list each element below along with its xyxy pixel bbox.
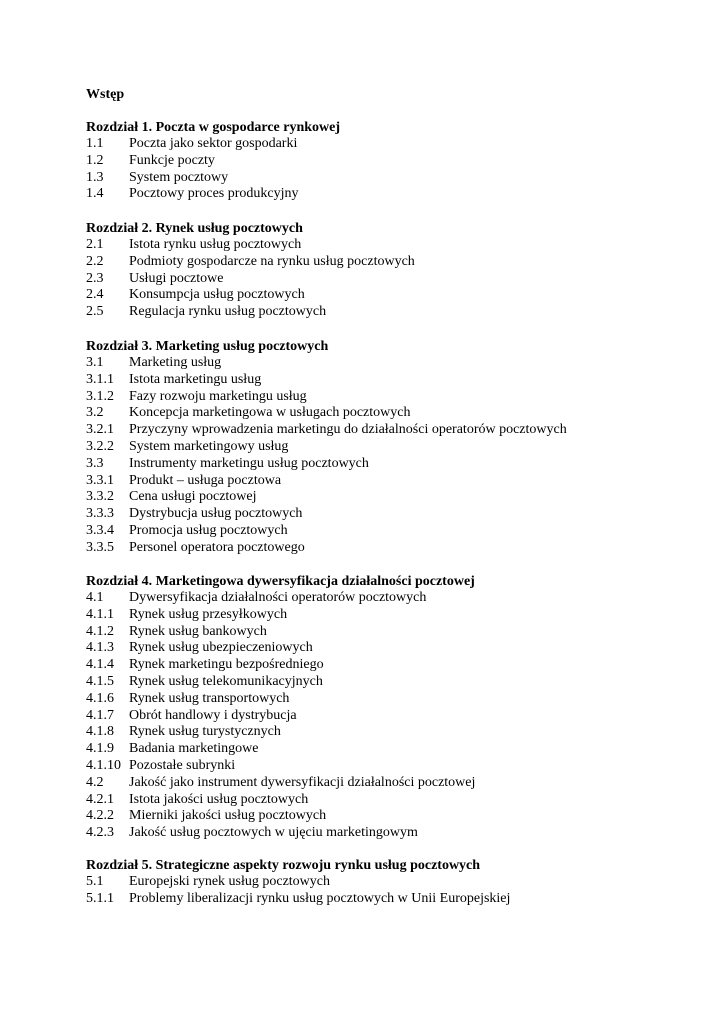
toc-text: Problemy liberalizacji rynku usług pocztowych w Unii Europejskiej bbox=[129, 890, 511, 906]
toc-item bbox=[86, 808, 686, 825]
toc-number: 3.3.3 bbox=[86, 506, 114, 522]
toc-item bbox=[86, 657, 686, 674]
toc-text: Koncepcja marketingowa w usługach pocztowych bbox=[129, 405, 411, 421]
toc-number: 1.1 bbox=[86, 136, 104, 151]
toc-text: System marketingowy usług bbox=[129, 438, 289, 454]
toc-item bbox=[86, 287, 686, 304]
toc-number: 4.2 bbox=[86, 774, 104, 790]
toc-item bbox=[86, 741, 686, 758]
toc-text: Europejski rynek usług pocztowych bbox=[129, 874, 331, 889]
chapter-title: Rozdział 3. Marketing usług pocztowych bbox=[86, 339, 329, 354]
chapter-1 bbox=[86, 119, 686, 203]
toc-item bbox=[86, 724, 686, 741]
toc-item bbox=[86, 254, 686, 271]
toc-number: 4.1.8 bbox=[86, 724, 114, 740]
toc-number: 4.2.3 bbox=[86, 825, 114, 841]
toc-item bbox=[86, 489, 686, 506]
toc-text: Istota marketingu usług bbox=[129, 371, 262, 387]
toc-number: 2.3 bbox=[86, 270, 104, 286]
toc-item bbox=[86, 506, 686, 523]
toc-item bbox=[86, 439, 686, 456]
toc-text: Istota jakości usług pocztowych bbox=[129, 791, 309, 807]
toc-number: 1.4 bbox=[86, 186, 104, 202]
toc-item bbox=[86, 422, 686, 439]
toc-number: 4.1 bbox=[86, 590, 104, 605]
toc-item bbox=[86, 758, 686, 775]
toc-number: 3.3.1 bbox=[86, 472, 114, 488]
toc-text: Mierniki jakości usług pocztowych bbox=[129, 808, 327, 824]
toc-item bbox=[86, 372, 686, 389]
toc-text: Rynek usług telekomunikacyjnych bbox=[129, 673, 323, 689]
toc-text: Personel operatora pocztowego bbox=[129, 539, 305, 555]
toc-item bbox=[86, 153, 686, 170]
toc-item bbox=[86, 186, 686, 203]
toc-number: 5.1.1 bbox=[86, 890, 114, 906]
toc-item bbox=[86, 792, 686, 809]
toc-text: Rynek usług transportowych bbox=[129, 690, 290, 706]
chapter-2 bbox=[86, 220, 686, 321]
toc-text: Dystrybucja usług pocztowych bbox=[129, 506, 303, 522]
chapter-1-items bbox=[86, 136, 686, 203]
toc-text: Regulacja rynku usług pocztowych bbox=[129, 304, 327, 320]
toc-text: Badania marketingowe bbox=[129, 741, 259, 757]
toc-text: Instrumenty marketingu usług pocztowych bbox=[129, 455, 369, 471]
chapter-3 bbox=[86, 338, 686, 557]
toc-item bbox=[86, 640, 686, 657]
toc-item bbox=[86, 237, 686, 254]
toc-number: 3.3 bbox=[86, 455, 104, 471]
toc-number: 3.3.4 bbox=[86, 522, 114, 538]
toc-text: Cena usługi pocztowej bbox=[129, 489, 257, 505]
toc-item bbox=[86, 825, 686, 842]
toc-number: 4.2.2 bbox=[86, 808, 114, 824]
chapter-title: Rozdział 1. Poczta w gospodarce rynkowej bbox=[86, 120, 341, 135]
chapter-5 bbox=[86, 857, 686, 908]
toc-text: Rynek marketingu bezpośredniego bbox=[129, 657, 324, 673]
chapter-5-items bbox=[86, 874, 686, 908]
chapter-4 bbox=[86, 573, 686, 842]
toc-number: 4.1.3 bbox=[86, 640, 114, 656]
toc-number: 1.3 bbox=[86, 169, 104, 185]
toc-text: System pocztowy bbox=[129, 169, 229, 185]
toc-number: 2.5 bbox=[86, 304, 104, 320]
toc-item bbox=[86, 456, 686, 473]
toc-number: 5.1 bbox=[86, 874, 104, 889]
toc-text: Usługi pocztowe bbox=[129, 270, 224, 286]
toc-item bbox=[86, 708, 686, 725]
toc-item bbox=[86, 523, 686, 540]
toc-number: 4.1.7 bbox=[86, 707, 114, 723]
toc-item bbox=[86, 607, 686, 624]
toc-item bbox=[86, 540, 686, 557]
chapter-title: Rozdział 4. Marketingowa dywersyfikacja działalności pocztowej bbox=[86, 574, 475, 589]
toc-number: 2.2 bbox=[86, 253, 104, 269]
toc-text: Rynek usług bankowych bbox=[129, 623, 267, 639]
toc-item bbox=[86, 170, 686, 187]
toc-number: 4.1.6 bbox=[86, 690, 114, 706]
toc-number: 3.2 bbox=[86, 405, 104, 421]
toc-text: Pozostałe subrynki bbox=[129, 757, 236, 773]
toc-text: Pocztowy proces produkcyjny bbox=[129, 186, 299, 202]
toc-item bbox=[86, 590, 686, 607]
toc-item bbox=[86, 405, 686, 422]
chapter-3-items bbox=[86, 355, 686, 557]
toc-item bbox=[86, 473, 686, 490]
toc-text: Przyczyny wprowadzenia marketingu do działalności operatorów pocztowych bbox=[129, 422, 567, 438]
toc-number: 4.2.1 bbox=[86, 791, 114, 807]
toc-number: 3.1.1 bbox=[86, 371, 114, 387]
toc-text: Produkt – usługa pocztowa bbox=[129, 472, 282, 488]
toc-text: Rynek usług ubezpieczeniowych bbox=[129, 640, 313, 656]
toc-item bbox=[86, 674, 686, 691]
toc-number: 4.1.1 bbox=[86, 606, 114, 622]
toc-item bbox=[86, 691, 686, 708]
toc-text: Podmioty gospodarcze na rynku usług pocztowych bbox=[129, 253, 415, 269]
toc-text: Jakość usług pocztowych w ujęciu marketingowym bbox=[129, 825, 418, 841]
toc-text: Promocja usług pocztowych bbox=[129, 522, 288, 538]
toc-item bbox=[86, 389, 686, 406]
toc-item bbox=[86, 271, 686, 288]
toc-number: 3.3.2 bbox=[86, 489, 114, 505]
toc-number: 4.1.4 bbox=[86, 657, 114, 673]
chapter-title: Rozdział 5. Strategiczne aspekty rozwoju rynku usług pocztowych bbox=[86, 858, 481, 873]
toc-text: Marketing usług bbox=[129, 355, 222, 370]
toc-number: 4.1.2 bbox=[86, 623, 114, 639]
toc-number: 4.1.5 bbox=[86, 673, 114, 689]
toc-text: Istota rynku usług pocztowych bbox=[129, 237, 302, 252]
toc-text: Fazy rozwoju marketingu usług bbox=[129, 388, 307, 404]
toc-text: Obrót handlowy i dystrybucja bbox=[129, 707, 297, 723]
toc-number: 2.1 bbox=[86, 237, 104, 252]
toc-text: Poczta jako sektor gospodarki bbox=[129, 136, 298, 151]
chapter-title: Rozdział 2. Rynek usług pocztowych bbox=[86, 221, 303, 236]
toc-number: 3.2.1 bbox=[86, 422, 114, 438]
toc-item bbox=[86, 355, 686, 372]
toc-text: Rynek usług przesyłkowych bbox=[129, 606, 288, 622]
toc-number: 4.1.10 bbox=[86, 757, 121, 773]
toc-item bbox=[86, 304, 686, 321]
toc-number: 1.2 bbox=[86, 152, 104, 168]
toc-item bbox=[86, 624, 686, 641]
intro-heading: Wstęp bbox=[86, 87, 125, 102]
toc-text: Jakość jako instrument dywersyfikacji działalności pocztowej bbox=[129, 774, 476, 790]
toc-number: 3.1 bbox=[86, 355, 104, 370]
toc-item bbox=[86, 891, 686, 908]
toc-text: Dywersyfikacja działalności operatorów pocztowych bbox=[129, 590, 427, 605]
toc-text: Konsumpcja usług pocztowych bbox=[129, 287, 305, 303]
chapter-4-items bbox=[86, 590, 686, 842]
toc-text: Rynek usług turystycznych bbox=[129, 724, 281, 740]
toc-number: 3.2.2 bbox=[86, 438, 114, 454]
toc-number: 2.4 bbox=[86, 287, 104, 303]
toc-item bbox=[86, 775, 686, 792]
toc-item bbox=[86, 874, 686, 891]
toc-item bbox=[86, 136, 686, 153]
toc-text: Funkcje poczty bbox=[129, 152, 215, 168]
toc-number: 4.1.9 bbox=[86, 741, 114, 757]
toc-number: 3.3.5 bbox=[86, 539, 114, 555]
chapter-2-items bbox=[86, 237, 686, 321]
toc-number: 3.1.2 bbox=[86, 388, 114, 404]
